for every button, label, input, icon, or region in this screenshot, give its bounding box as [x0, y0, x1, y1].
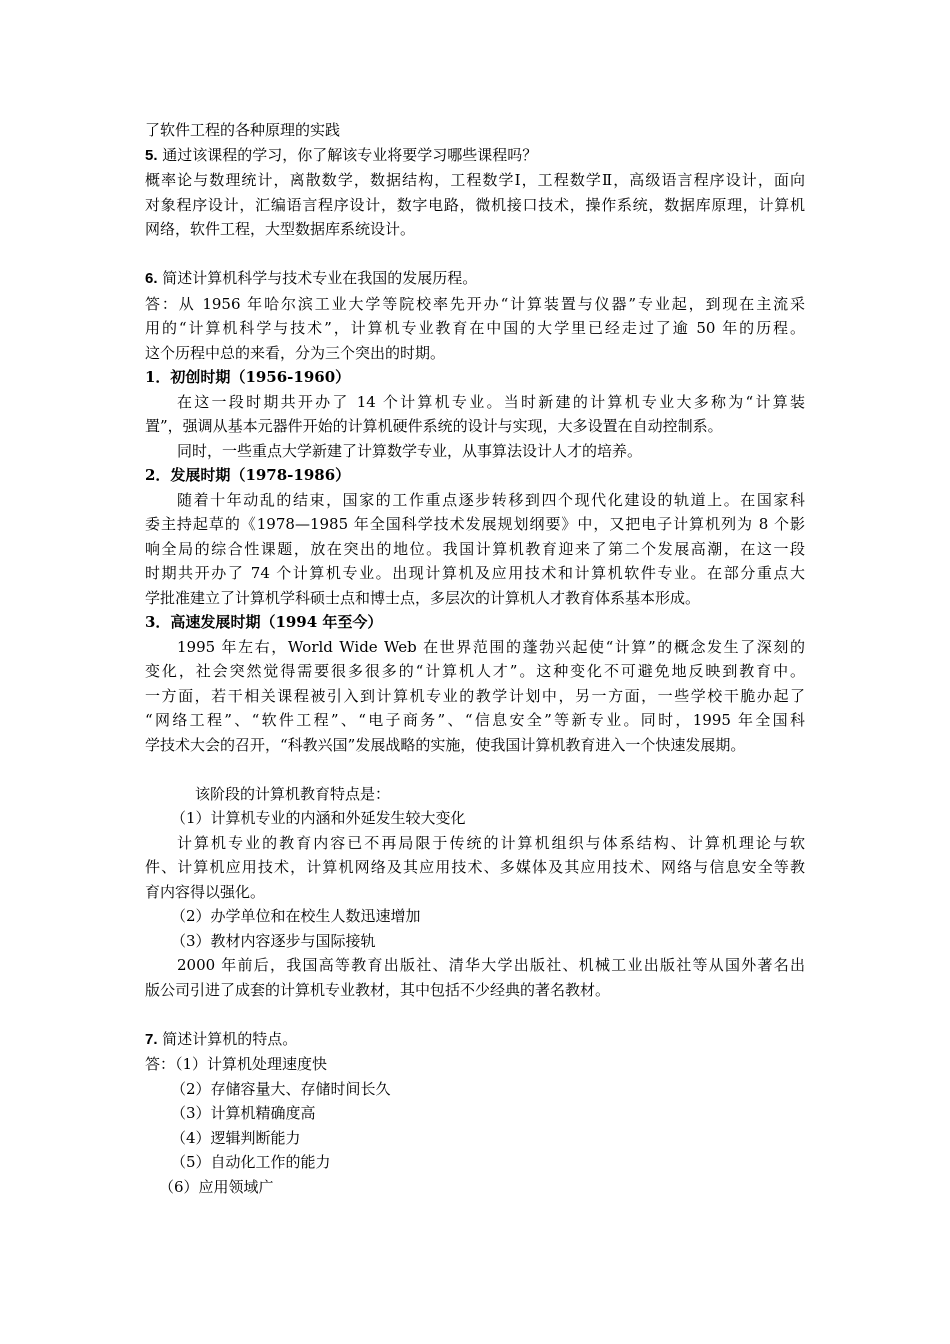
list-item: （5）自动化工作的能力	[171, 1153, 331, 1171]
text-line: 版公司引进了成套的计算机专业教材，其中包括不少经典的著名教材。	[145, 980, 611, 999]
question-number: 5.	[145, 146, 158, 164]
text-line: 置”，强调从基本元器件开始的计算机硬件系统的设计与实现，大多设置在自动控制系。	[145, 417, 723, 435]
text-line: 件、计算机应用技术，计算机网络及其应用技术、多媒体及其应用技术、网络与信息安全等教	[145, 858, 805, 876]
text-line: 概率论与数理统计，离散数学，数据结构，工程数学Ⅰ，工程数学Ⅱ，高级语言程序设计，面向	[145, 171, 805, 189]
list-item: （3）计算机精确度高	[171, 1104, 316, 1122]
text-line: 学批准建立了计算机学科硕士点和博士点，多层次的计算机人才教育体系基本形成。	[145, 588, 701, 607]
question-text: 简述计算机的特点。	[162, 1029, 298, 1048]
question-number: 7.	[145, 1030, 158, 1048]
text-line: 同时，一些重点大学新建了计算数学专业，从事算法设计人才的培养。	[177, 441, 643, 460]
text-line: 用的“计算机科学与技术”，计算机专业教育在中国的大学里已经走过了逾 50 年的历程。	[145, 319, 805, 337]
text-line: 育内容得以强化。	[145, 882, 266, 901]
text-line: 网络，软件工程，大型数据库系统设计。	[145, 220, 416, 238]
blank-line	[145, 242, 805, 267]
list-item: （3）教材内容逐步与国际接轨	[171, 931, 376, 950]
text-line: 变化，社会突然觉得需要很多很多的“计算机人才”。这种变化不可避免地反映到教育中。	[145, 662, 805, 680]
list-item: （1）计算机专业的内涵和外延发生较大变化	[171, 809, 466, 827]
question-text: 简述计算机科学与技术专业在我国的发展历程。	[162, 269, 478, 287]
blank-line	[145, 757, 805, 782]
list-item: 答：（1）计算机处理速度快	[145, 1055, 328, 1073]
text-line: 了软件工程的各种原理的实践	[145, 121, 341, 139]
question-text: 通过该课程的学习，你了解该专业将要学习哪些课程吗？	[162, 145, 538, 164]
text-line: 这个历程中总的来看，分为三个突出的时期。	[145, 343, 446, 362]
text-line: 时期共开办了 74 个计算机专业。出现计算机及应用技术和计算机软件专业。在部分重点大	[145, 564, 805, 582]
text-line: 响全局的综合性课题，放在突出的地位。我国计算机教育迎来了第二个发展高潮，在这一段	[145, 539, 805, 558]
section-heading: 3．高速发展时期（1994 年至今）	[145, 613, 383, 631]
text-line: 计算机专业的教育内容已不再局限于传统的计算机组织与体系结构、计算机理论与软	[177, 833, 805, 852]
section-heading: 2．发展时期（1978-1986）	[145, 466, 351, 484]
list-item: （2）办学单位和在校生人数迅速增加	[171, 907, 421, 925]
text-line: 学技术大会的召开，“科教兴国”发展战略的实施，使我国计算机教育进入一个快速发展期。	[145, 735, 746, 754]
list-item: （2）存储容量大、存储时间长久	[171, 1079, 391, 1098]
text-line: 1995 年左右，World Wide Web 在世界范围的蓬勃兴起使“计算”的概念发生了深刻的	[177, 637, 805, 656]
list-item: （6）应用领域广	[159, 1177, 274, 1196]
blank-line	[145, 1002, 805, 1027]
section-heading: 1．初创时期（1956-1960）	[145, 368, 351, 386]
question-6	[145, 266, 805, 292]
list-item: （4）逻辑判断能力	[171, 1128, 301, 1147]
text-line: 2000 年前后，我国高等教育出版社、清华大学出版社、机械工业出版社等从国外著名出	[177, 956, 805, 974]
text-line: 对象程序设计，汇编语言程序设计，数字电路，微机接口技术，操作系统，数据库原理，计算机	[145, 195, 805, 214]
text-line: “网络工程”、“软件工程”、“电子商务”、“信息安全”等新专业。同时，1995 年全国科	[145, 711, 805, 729]
text-line: 一方面，若干相关课程被引入到计算机专业的教学计划中，另一方面，一些学校干脆办起了	[145, 686, 805, 705]
question-5	[145, 143, 805, 169]
question-number: 6.	[145, 270, 158, 287]
text-line: 随着十年动乱的结束，国家的工作重点逐步转移到四个现代化建设的轨道上。在国家科	[177, 490, 805, 509]
text-line: 在这一段时期共开办了 14 个计算机专业。当时新建的计算机专业大多称为“计算装	[177, 392, 805, 411]
document-page	[145, 118, 805, 1199]
text-line: 委主持起草的《1978—1985 年全国科学技术发展规划纲要》中，又把电子计算机列为 8 个影	[145, 515, 805, 533]
text-line: 答：从 1956 年哈尔滨工业大学等院校率先开办“计算装置与仪器”专业起，到现在主流采	[145, 294, 805, 313]
text-line: 该阶段的计算机教育特点是：	[195, 784, 391, 803]
question-7	[145, 1027, 805, 1053]
